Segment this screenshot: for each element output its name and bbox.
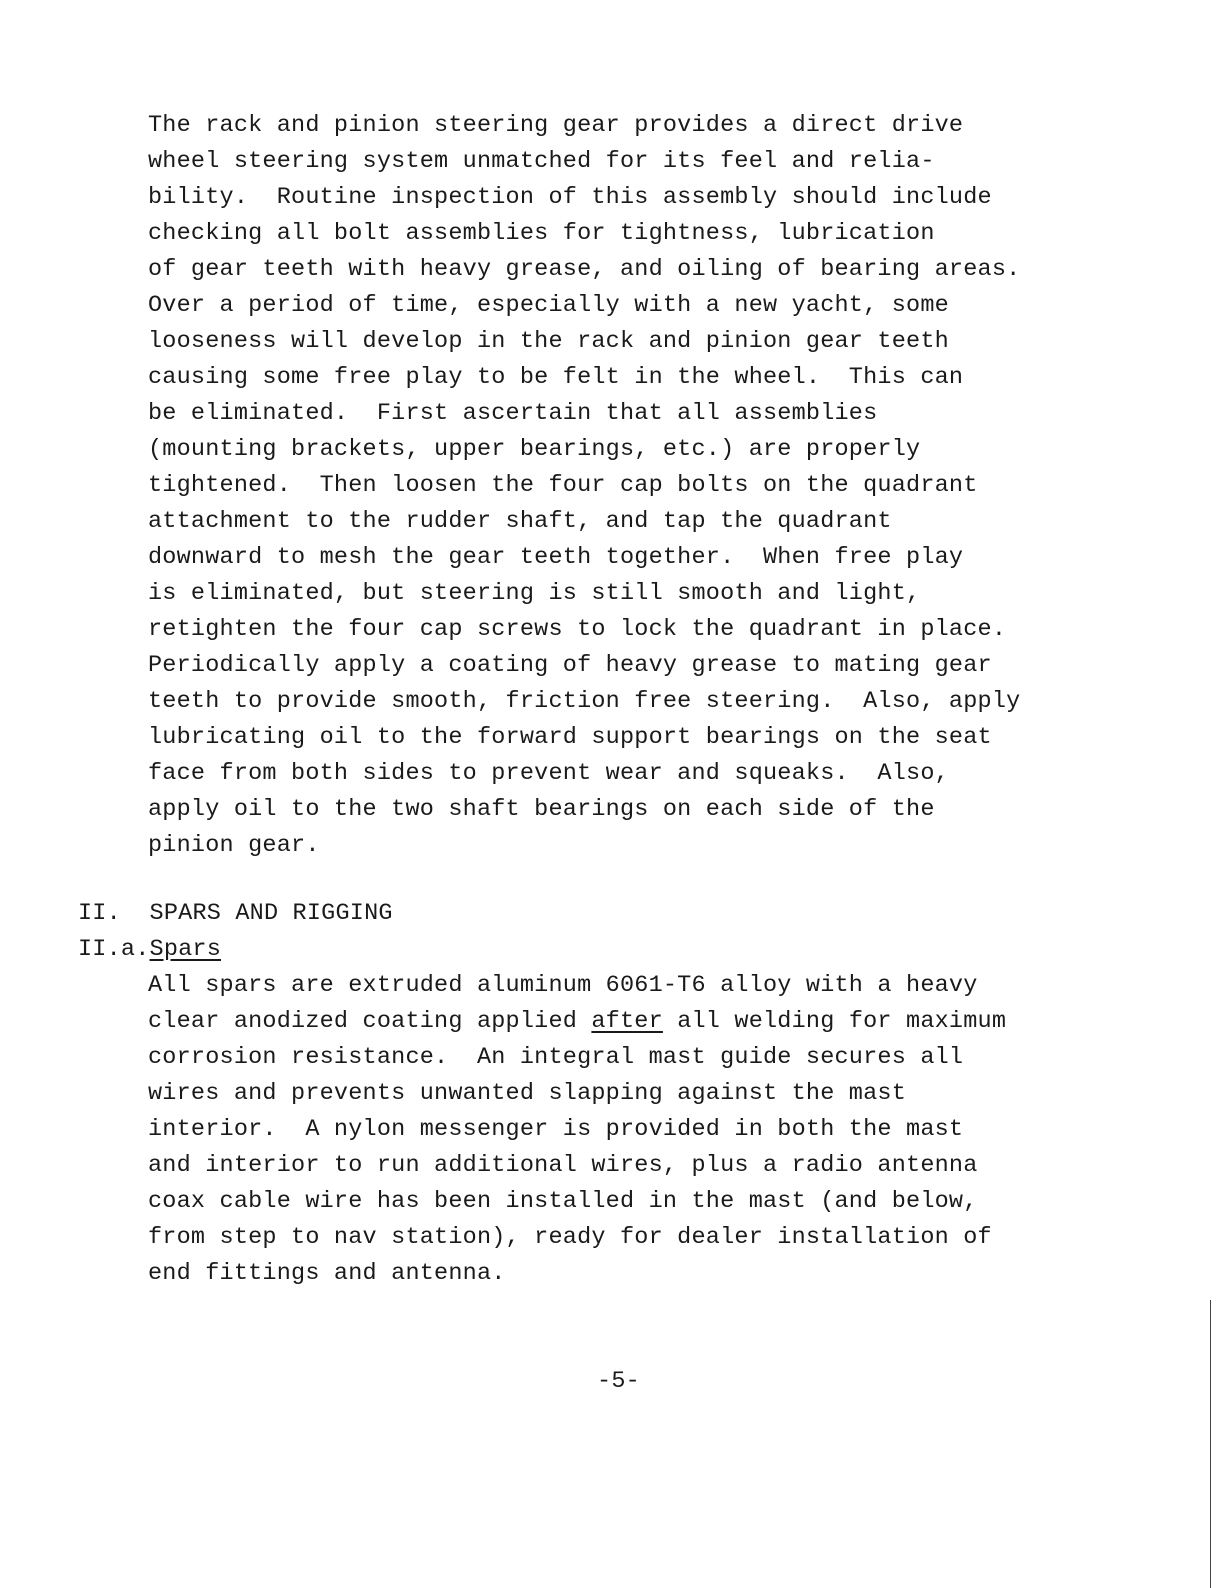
text-line: lubricating oil to the forward support bearings on the seat [148, 724, 992, 751]
text-line: tightened. Then loosen the four cap bolts on the quadrant [148, 472, 978, 499]
scan-edge-line [1210, 1300, 1211, 1588]
emphasis-after: after [591, 1008, 663, 1035]
text-line: attachment to the rudder shaft, and tap the quadrant [148, 508, 892, 535]
subsection-number: II.a. [78, 936, 150, 963]
subsection-title: Spars [149, 936, 222, 963]
section-number: II. [78, 900, 121, 927]
text-line: bility. Routine inspection of this assembly should include [148, 184, 992, 211]
text-line: downward to mesh the gear teeth together. When free play [148, 544, 964, 571]
text-line: wires and prevents unwanted slapping against the mast [148, 1080, 907, 1107]
text-line: and interior to run additional wires, plus a radio antenna [148, 1152, 978, 1179]
text-line: checking all bolt assemblies for tightness, lubrication [148, 220, 935, 247]
text-line: Periodically apply a coating of heavy grease to mating gear [148, 652, 992, 679]
subsection-heading [78, 932, 221, 968]
text-line: interior. A nylon messenger is provided in both the mast [148, 1116, 964, 1143]
text-line: face from both sides to prevent wear and squeaks. Also, [148, 760, 949, 787]
text-segment: clear anodized coating applied [148, 1008, 592, 1035]
text-line: from step to nav station), ready for dealer installation of [148, 1224, 992, 1251]
text-line: The rack and pinion steering gear provides a direct drive [148, 112, 964, 139]
text-line: (mounting brackets, upper bearings, etc.) are properly [148, 436, 921, 463]
text-line: coax cable wire has been installed in the mast (and below, [148, 1188, 978, 1215]
text-line: Over a period of time, especially with a new yacht, some [148, 292, 949, 319]
text-line: end fittings and antenna. [148, 1260, 506, 1287]
text-line: All spars are extruded aluminum 6061-T6 alloy with a heavy [148, 972, 978, 999]
text-line: be eliminated. First ascertain that all assemblies [148, 400, 878, 427]
page-number: -5- [597, 1368, 640, 1395]
text-line: retighten the four cap screws to lock the quadrant in place. [148, 616, 1007, 643]
section-heading [78, 896, 393, 932]
text-segment: all welding for maximum [662, 1008, 1007, 1035]
text-line: of gear teeth with heavy grease, and oiling of bearing areas. [148, 256, 1021, 283]
text-line: corrosion resistance. An integral mast guide secures all [148, 1044, 964, 1071]
spars-paragraph [148, 968, 1006, 1292]
section-title: SPARS AND RIGGING [149, 900, 393, 927]
text-line: teeth to provide smooth, friction free steering. Also, apply [148, 688, 1021, 715]
steering-gear-paragraph [148, 108, 1020, 864]
text-line: pinion gear. [148, 832, 320, 859]
text-line: looseness will develop in the rack and pinion gear teeth [148, 328, 949, 355]
text-line: apply oil to the two shaft bearings on each side of the [148, 796, 935, 823]
text-line: wheel steering system unmatched for its feel and relia- [148, 148, 935, 175]
text-line: is eliminated, but steering is still smooth and light, [148, 580, 921, 607]
text-line [148, 1004, 1006, 1040]
text-line: causing some free play to be felt in the wheel. This can [148, 364, 964, 391]
